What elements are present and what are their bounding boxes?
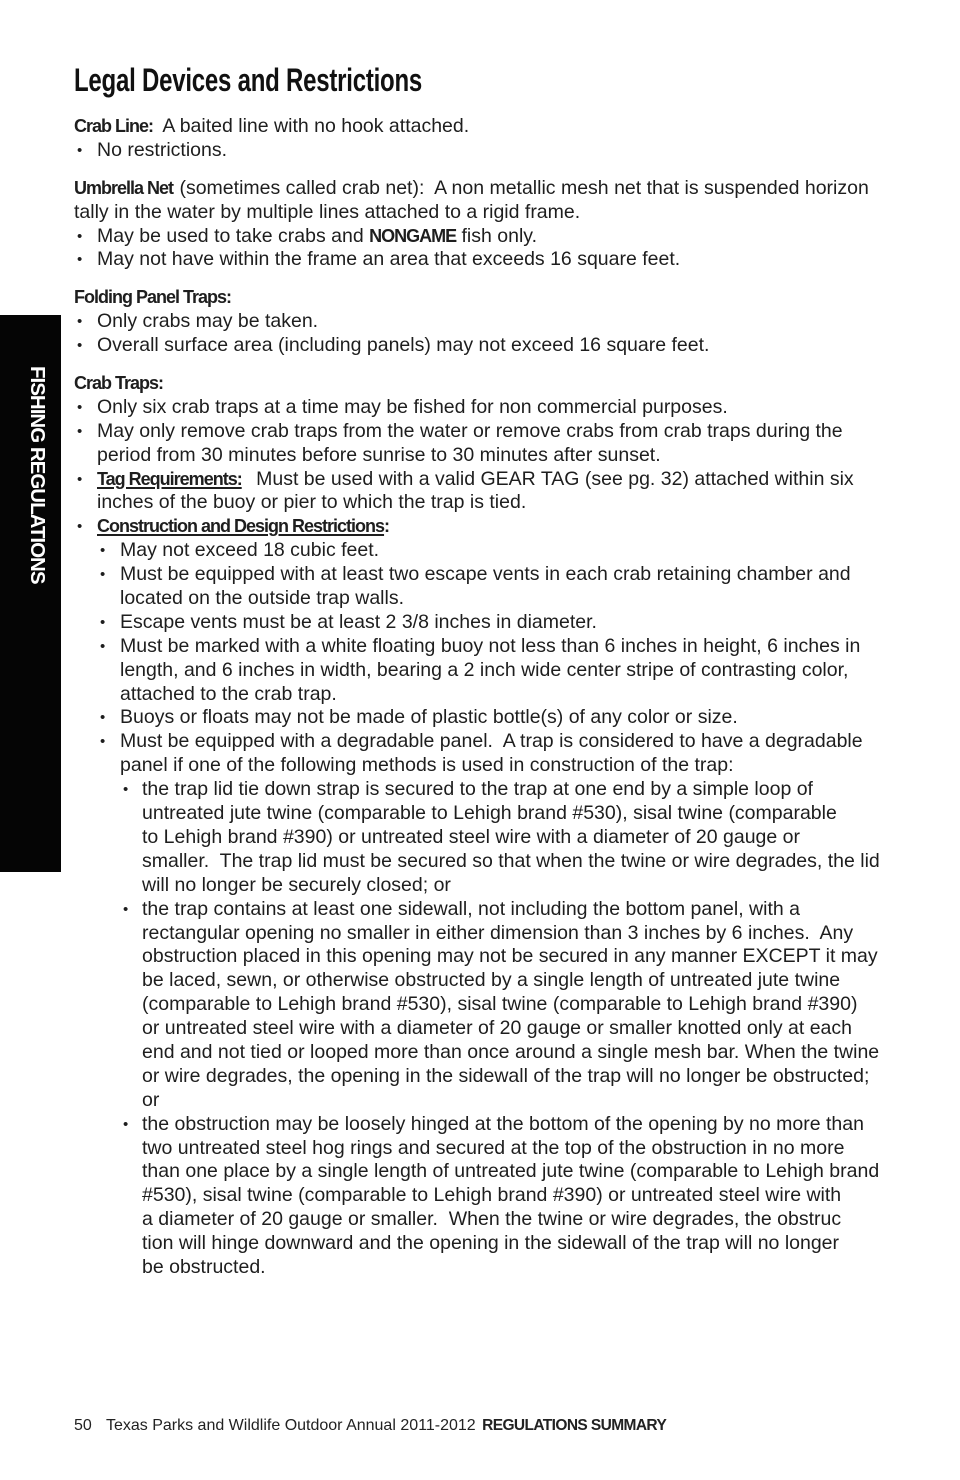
text-line <box>74 139 904 163</box>
item-text: May not exceed 18 cubic feet. <box>120 539 380 562</box>
item-text: May not have within the frame an area that exceeds 16 square feet. <box>97 248 681 271</box>
item-text: panel if one of the following methods is used in construction of the trap: <box>120 754 734 777</box>
bullet-marker <box>77 310 82 334</box>
text-line <box>74 248 904 272</box>
list-item <box>74 898 904 1113</box>
text-line <box>74 286 904 310</box>
item-text: Must be equipped with a degradable panel. A trap is considered to have a degradable <box>120 730 863 753</box>
footer-section-label: REGULATIONS SUMMARY <box>482 1417 667 1434</box>
item-text: (comparable to Lehigh brand #530), sisal twine (comparable to Lehigh brand #390) <box>142 993 858 1016</box>
item-label: Tag Requirements: <box>97 468 242 489</box>
section-heading: Umbrella Net <box>74 177 174 198</box>
item-text: end and not tied or looped more than once around a single mesh bar. When the twine <box>142 1040 880 1063</box>
text-line <box>74 1041 904 1065</box>
list-item <box>74 730 904 1279</box>
text-line <box>74 611 904 635</box>
item-text: Buoys or floats may not be made of plastic bottle(s) of any color or size. <box>120 706 738 729</box>
item-text: smaller. The trap lid must be secured so that when the twine or wire degrades, the lid <box>142 849 880 872</box>
section-umbrella-net <box>74 177 904 273</box>
text-line <box>74 563 904 587</box>
text-line <box>74 969 904 993</box>
text-line <box>74 778 904 802</box>
side-tab-label: FISHING REGULATIONS <box>26 366 49 584</box>
item-label-suffix: : <box>384 516 390 537</box>
text-line <box>74 491 904 515</box>
text-line <box>74 850 904 874</box>
text-line <box>74 587 904 611</box>
item-text: fish only. <box>461 224 538 247</box>
item-text: No restrictions. <box>97 138 228 161</box>
list-item <box>74 420 904 468</box>
bullet-marker <box>100 635 105 659</box>
list-item <box>74 396 904 420</box>
text-line <box>74 1208 904 1232</box>
publication-title: Texas Parks and Wildlife Outdoor Annual 2011-2012 <box>105 1417 476 1434</box>
list-item <box>74 706 904 730</box>
item-text: May be used to take crabs and <box>97 224 364 247</box>
text-line <box>74 1017 904 1041</box>
text-line <box>74 945 904 969</box>
list-item <box>74 563 904 611</box>
item-text: be obstructed. <box>142 1255 266 1278</box>
section-folding-panel-traps <box>74 286 904 358</box>
list-item <box>74 515 904 1280</box>
item-text: inches of the buoy or pier to which the trap is tied. <box>97 491 527 514</box>
list-item <box>74 611 904 635</box>
item-text: the obstruction may be loosely hinged at the bottom of the opening by no more than <box>142 1112 864 1135</box>
item-text: rectangular opening no smaller in either dimension than 3 inches by 6 inches. Any <box>142 921 854 944</box>
page-footer <box>74 1414 666 1438</box>
bullet-marker <box>100 706 105 730</box>
bullet-marker <box>77 396 82 420</box>
list-item <box>74 334 904 358</box>
item-text: attached to the crab trap. <box>120 682 337 705</box>
text-line <box>74 334 904 358</box>
text-line <box>74 1256 904 1280</box>
section-description: tally in the water by multiple lines attached to a rigid frame. <box>74 200 581 223</box>
bullet-marker <box>123 1113 128 1137</box>
item-text: to Lehigh brand #390) or untreated steel wire with a diameter of 20 gauge or <box>142 825 801 848</box>
text-line <box>74 659 904 683</box>
item-text: tion will hinge downward and the opening in the sidewall of the trap will no longer <box>142 1232 840 1255</box>
text-line <box>74 420 904 444</box>
text-line <box>74 444 904 468</box>
item-text: Only six crab traps at a time may be fished for non commercial purposes. <box>97 395 728 418</box>
section-heading: Crab Traps: <box>74 373 164 394</box>
list-item <box>74 248 904 272</box>
section-crab-traps <box>74 372 904 1280</box>
bullet-marker <box>123 898 128 922</box>
item-text: period from 30 minutes before sunrise to 30 minutes after sunset. <box>97 443 661 466</box>
item-text: Must be marked with a white floating buoy not less than 6 inches in height, 6 inches in <box>120 634 861 657</box>
text-line <box>74 802 904 826</box>
text-line <box>74 754 904 778</box>
item-text: or wire degrades, the opening in the sidewall of the trap will no longer be obstructed; <box>142 1064 870 1087</box>
text-line <box>74 874 904 898</box>
list-item <box>74 139 904 163</box>
item-text: obstruction placed in this opening may not be secured in any manner EXCEPT it may <box>142 945 878 968</box>
text-line <box>74 1065 904 1089</box>
list-item <box>74 1113 904 1280</box>
list-item <box>74 539 904 563</box>
item-text: May only remove crab traps from the water or remove crabs from crab traps during the <box>97 419 843 442</box>
item-text: the trap contains at least one sidewall, not including the bottom panel, with a <box>142 897 800 920</box>
item-text: or untreated steel wire with a diameter of 20 gauge or smaller knotted only at each <box>142 1017 852 1040</box>
text-line <box>74 225 904 249</box>
bullet-marker <box>77 225 82 249</box>
bullet-marker <box>123 778 128 802</box>
section-description: (sometimes called crab net): A non metallic mesh net that is suspended horizon <box>179 176 869 199</box>
page-number: 50 <box>74 1417 92 1434</box>
text-line <box>74 1184 904 1208</box>
bullet-marker <box>77 468 82 492</box>
item-text: Only crabs may be taken. <box>97 310 319 333</box>
item-label: Construction and Design Restrictions <box>97 516 385 537</box>
section-description: A baited line with no hook attached. <box>162 115 470 137</box>
bullet-marker <box>77 248 82 272</box>
bullet-marker <box>100 611 105 635</box>
text-line <box>74 1113 904 1137</box>
item-text: than one place by a single length of untreated jute twine (comparable to Lehigh brand <box>142 1160 880 1183</box>
bullet-marker <box>100 730 105 754</box>
text-line <box>74 1160 904 1184</box>
item-text: untreated jute twine (comparable to Lehigh brand #530), sisal twine (comparable <box>142 802 837 825</box>
text-line <box>74 683 904 707</box>
item-text: Overall surface area (including panels) may not exceed 16 square feet. <box>97 334 710 357</box>
list-item <box>74 310 904 334</box>
text-line <box>74 706 904 730</box>
text-line <box>74 115 904 139</box>
regulations-content <box>74 115 904 1280</box>
section-heading: Crab Line: <box>74 116 154 136</box>
text-line <box>74 468 904 492</box>
item-text: Escape vents must be at least 2 3/8 inches in diameter. <box>120 610 597 633</box>
side-tab <box>0 315 61 872</box>
text-line <box>74 993 904 1017</box>
bullet-marker <box>100 563 105 587</box>
text-line <box>74 898 904 922</box>
item-text: the trap lid tie down strap is secured to the trap at one end by a simple loop of <box>142 778 813 801</box>
text-line <box>74 539 904 563</box>
bullet-marker <box>77 420 82 444</box>
text-line <box>74 396 904 420</box>
item-text: Must be used with a valid GEAR TAG (see pg. 32) attached within six <box>256 467 854 490</box>
item-text: Must be equipped with at least two escape vents in each crab retaining chamber and <box>120 563 851 586</box>
bullet-marker <box>100 539 105 563</box>
section-heading: Folding Panel Traps: <box>74 287 232 308</box>
text-line <box>74 515 904 539</box>
list-item <box>74 468 904 516</box>
bullet-marker <box>77 515 82 539</box>
item-text: length, and 6 inches in width, bearing a 2 inch wide center stripe of contrasting color, <box>120 658 849 681</box>
item-text: #530), sisal twine (comparable to Lehigh brand #390) or untreated steel wire with <box>142 1184 842 1207</box>
text-line <box>74 730 904 754</box>
page-title: Legal Devices and Restrictions <box>74 62 423 98</box>
item-text: a diameter of 20 gauge or smaller. When the twine or wire degrades, the obstruc <box>142 1208 842 1231</box>
list-item <box>74 778 904 897</box>
text-line <box>74 1232 904 1256</box>
text-line <box>74 1089 904 1113</box>
text-line <box>74 635 904 659</box>
text-line <box>74 1137 904 1161</box>
item-text: two untreated steel hog rings and secured at the top of the obstruction in no more <box>142 1136 845 1159</box>
text-line <box>74 826 904 850</box>
emphasis-text: NONGAME <box>369 225 457 246</box>
text-line <box>74 922 904 946</box>
section-crab-line <box>74 115 904 163</box>
text-line <box>74 177 904 201</box>
bullet-marker <box>77 334 82 358</box>
item-text: be laced, sewn, or otherwise obstructed by a single length of untreated jute twine <box>142 969 841 992</box>
text-line <box>74 372 904 396</box>
item-text: or <box>142 1088 160 1111</box>
item-text: will no longer be securely closed; or <box>142 873 451 896</box>
text-line <box>74 201 904 225</box>
item-text: located on the outside trap walls. <box>120 587 405 610</box>
list-item <box>74 225 904 249</box>
text-line <box>74 310 904 334</box>
list-item <box>74 635 904 707</box>
bullet-marker <box>77 139 82 163</box>
